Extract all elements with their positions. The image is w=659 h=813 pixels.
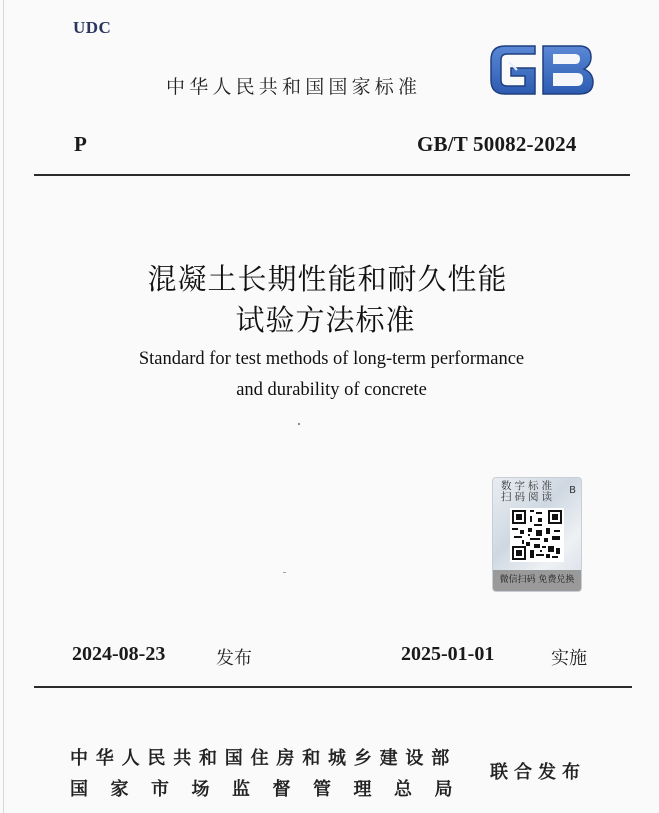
classification-code: P xyxy=(74,132,87,156)
effective-date: 2025-01-01 xyxy=(401,643,495,665)
title-cn-line1: 混凝土长期性能和耐久性能 xyxy=(147,262,508,296)
speck xyxy=(298,423,300,425)
national-standard-label: 中华人民共和国国家标准 xyxy=(166,76,422,98)
qr-heading-line2: 扫码阅读 xyxy=(501,491,555,503)
joint-issue-label: 联合发布 xyxy=(490,762,586,783)
publish-label: 发布 xyxy=(216,648,252,669)
qr-heading-line1: 数字标准 xyxy=(501,480,555,492)
effective-label: 实施 xyxy=(551,648,587,669)
qr-label-card[interactable] xyxy=(492,477,582,592)
title-en-line2: and durability of concrete xyxy=(236,380,427,400)
title-cn-line2: 试验方法标准 xyxy=(235,303,416,337)
page-edge xyxy=(3,0,4,813)
publish-date: 2024-08-23 xyxy=(72,643,166,665)
qr-footer: 微信扫码 免费兑换 xyxy=(493,570,581,591)
top-divider xyxy=(34,174,630,176)
speck xyxy=(283,572,286,573)
issuer-ministry: 中华人民共和国住房和城乡建设部 xyxy=(70,748,457,769)
qr-badge: B xyxy=(569,485,576,496)
bottom-divider xyxy=(34,686,632,688)
udc-label: UDC xyxy=(73,18,112,37)
qr-code-icon[interactable] xyxy=(510,508,564,562)
title-en-line1: Standard for test methods of long-term performance xyxy=(138,349,525,369)
qr-heading xyxy=(501,481,555,503)
gb-logo-icon xyxy=(487,40,597,98)
issuer-samr: 国家市场监督管理总局 xyxy=(70,779,475,800)
standard-number: GB/T 50082-2024 xyxy=(417,132,577,156)
